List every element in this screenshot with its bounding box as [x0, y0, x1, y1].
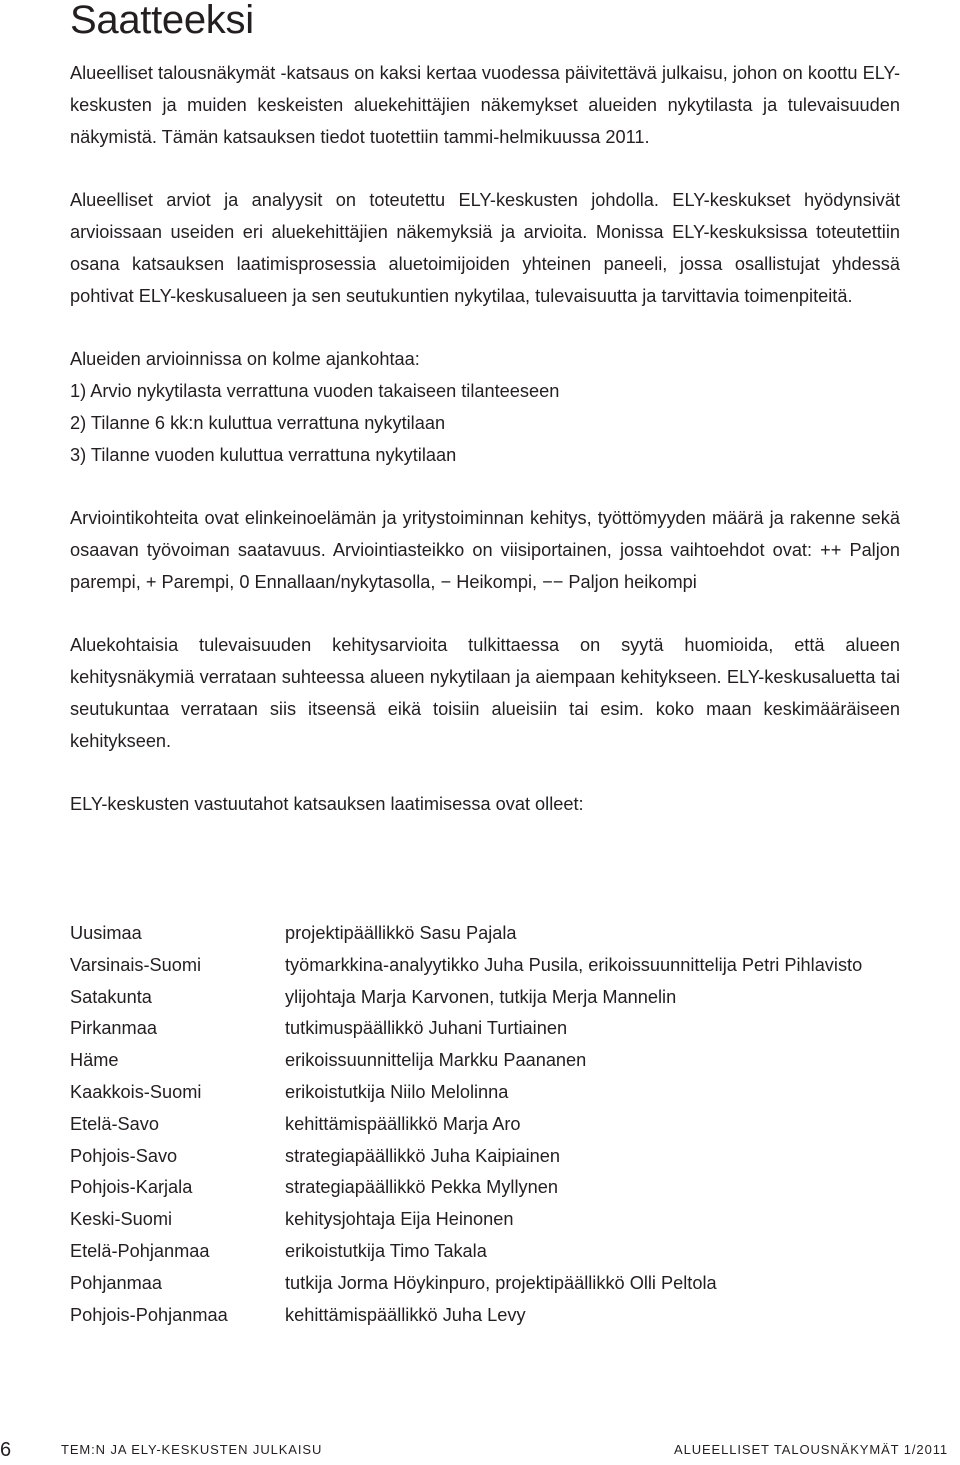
- contact-person: kehitysjohtaja Eija Heinonen: [285, 1209, 514, 1230]
- contact-person: kehittämispäällikkö Marja Aro: [285, 1113, 521, 1134]
- contact-person: työmarkkina-analyytikko Juha Pusila, erikoissuunnittelija Petri Pihlavisto: [285, 954, 863, 975]
- region-name: Satakunta: [70, 986, 152, 1007]
- contact-row: [70, 1204, 900, 1236]
- region-name: Pohjois-Savo: [70, 1145, 178, 1166]
- region-name: Pirkanmaa: [70, 1018, 157, 1039]
- contact-row: [70, 918, 900, 950]
- contact-person: erikoissuunnittelija Markku Paananen: [285, 1050, 587, 1071]
- contact-row: [70, 1077, 900, 1109]
- region-name: Pohjois-Karjala: [70, 1177, 193, 1198]
- footer-publication-title: ALUEELLISET TALOUSNÄKYMÄT 1/2011: [674, 1442, 948, 1457]
- time-point-item: 3) Tilanne vuoden kuluttua verrattuna nykytilaan: [70, 444, 457, 465]
- time-points-paragraph: [70, 344, 900, 471]
- contact-person: ylijohtaja Marja Karvonen, tutkija Merja Mannelin: [285, 986, 677, 1007]
- contact-person: kehittämispäällikkö Juha Levy: [285, 1304, 526, 1325]
- footer-publisher: TEM:N JA ELY-KESKUSTEN JULKAISU: [61, 1442, 323, 1457]
- contact-row: [70, 950, 900, 982]
- contact-person: strategiapäällikkö Juha Kaipiainen: [285, 1145, 561, 1166]
- method-paragraph: Alueelliset arviot ja analyysit on toteutettu ELY-keskusten johdolla. ELY-keskukset hyödynsivät arvioissaan useiden eri aluekehittäjien näkemyksiä ja arvioita. Monissa ELY-keskuksissa toteutettiin osana katsauksen laatimisprosessia aluetoimijoiden yhteinen paneeli, jossa osallistujat yhdessä pohtivat ELY-keskusalueen ja sen seutukuntien nykytilaa, tulevaisuutta ja tarvittavia toimenpiteitä.: [70, 190, 900, 306]
- time-point-item: 1) Arvio nykytilasta verrattuna vuoden takaiseen tilanteeseen: [70, 380, 560, 401]
- region-name: Etelä-Pohjanmaa: [70, 1240, 210, 1261]
- scale-paragraph: Arviointikohteita ovat elinkeinoelämän ja yritystoiminnan kehitys, työttömyyden määrä ja rakenne sekä osaavan työvoiman saatavuus. Arviointiasteikko on viisiportainen, jossa vaihtoehdot ovat: ++ Paljon parempi, + Parempi, 0 Ennallaan/nykytasolla, − Heikompi, −− Paljon heikompi: [70, 508, 900, 592]
- intro-paragraph: Alueelliset talousnäkymät -katsaus on kaksi kertaa vuodessa päivitettävä julkaisu, johon on koottu ELY-keskusten ja muiden keskeisten aluekehittäjien näkemykset alueiden nykytilasta ja tulevaisuuden näkymistä. Tämän katsauksen tiedot tuotettiin tammi-helmikuussa 2011.: [70, 63, 900, 147]
- region-name: Häme: [70, 1050, 119, 1071]
- page-footer: [0, 1441, 960, 1465]
- contact-row: [70, 1109, 900, 1141]
- contact-row: [70, 1013, 900, 1045]
- contact-row: [70, 1141, 900, 1173]
- page-title: Saatteeksi: [70, 0, 254, 42]
- region-name: Pohjois-Pohjanmaa: [70, 1304, 228, 1325]
- contact-person: strategiapäällikkö Pekka Myllynen: [285, 1177, 558, 1198]
- time-point-item: 2) Tilanne 6 kk:n kuluttua verrattuna nykytilaan: [70, 412, 446, 433]
- region-name: Pohjanmaa: [70, 1272, 163, 1293]
- contact-person: erikoistutkija Timo Takala: [285, 1240, 487, 1261]
- contact-person: tutkimuspäällikkö Juhani Turtiainen: [285, 1018, 568, 1039]
- page-number: 6: [0, 1439, 13, 1461]
- contact-row: [70, 1236, 900, 1268]
- contact-person: projektipäällikkö Sasu Pajala: [285, 923, 517, 943]
- contact-list: [70, 918, 900, 1331]
- region-name: Uusimaa: [70, 923, 142, 943]
- contact-person: tutkija Jorma Höykinpuro, projektipäällikkö Olli Peltola: [285, 1272, 717, 1293]
- interpretation-paragraph: Aluekohtaisia tulevaisuuden kehitysarvioita tulkittaessa on syytä huomioida, että alueen kehitysnäkymiä verrataan suhteessa alueen nykytilaan ja aiempaan kehitykseen. ELY-keskusaluetta tai seutukuntaa verrataan siis itseensä eikä toisiin alueisiin tai esim. koko maan keskimääräiseen kehitykseen.: [70, 635, 900, 751]
- contact-row: [70, 1268, 900, 1300]
- region-name: Etelä-Savo: [70, 1113, 159, 1134]
- region-name: Keski-Suomi: [70, 1209, 173, 1230]
- body-text: [70, 58, 900, 821]
- contact-row: [70, 982, 900, 1014]
- region-name: Kaakkois-Suomi: [70, 1081, 202, 1102]
- contact-row: [70, 1300, 900, 1332]
- contact-row: [70, 1172, 900, 1204]
- responsibles-heading: ELY-keskusten vastuutahot katsauksen laatimisessa ovat olleet:: [70, 794, 584, 815]
- region-name: Varsinais-Suomi: [70, 954, 202, 975]
- contact-row: [70, 1045, 900, 1077]
- time-points-intro: Alueiden arvioinnissa on kolme ajankohtaa:: [70, 349, 420, 370]
- contact-person: erikoistutkija Niilo Melolinna: [285, 1081, 509, 1102]
